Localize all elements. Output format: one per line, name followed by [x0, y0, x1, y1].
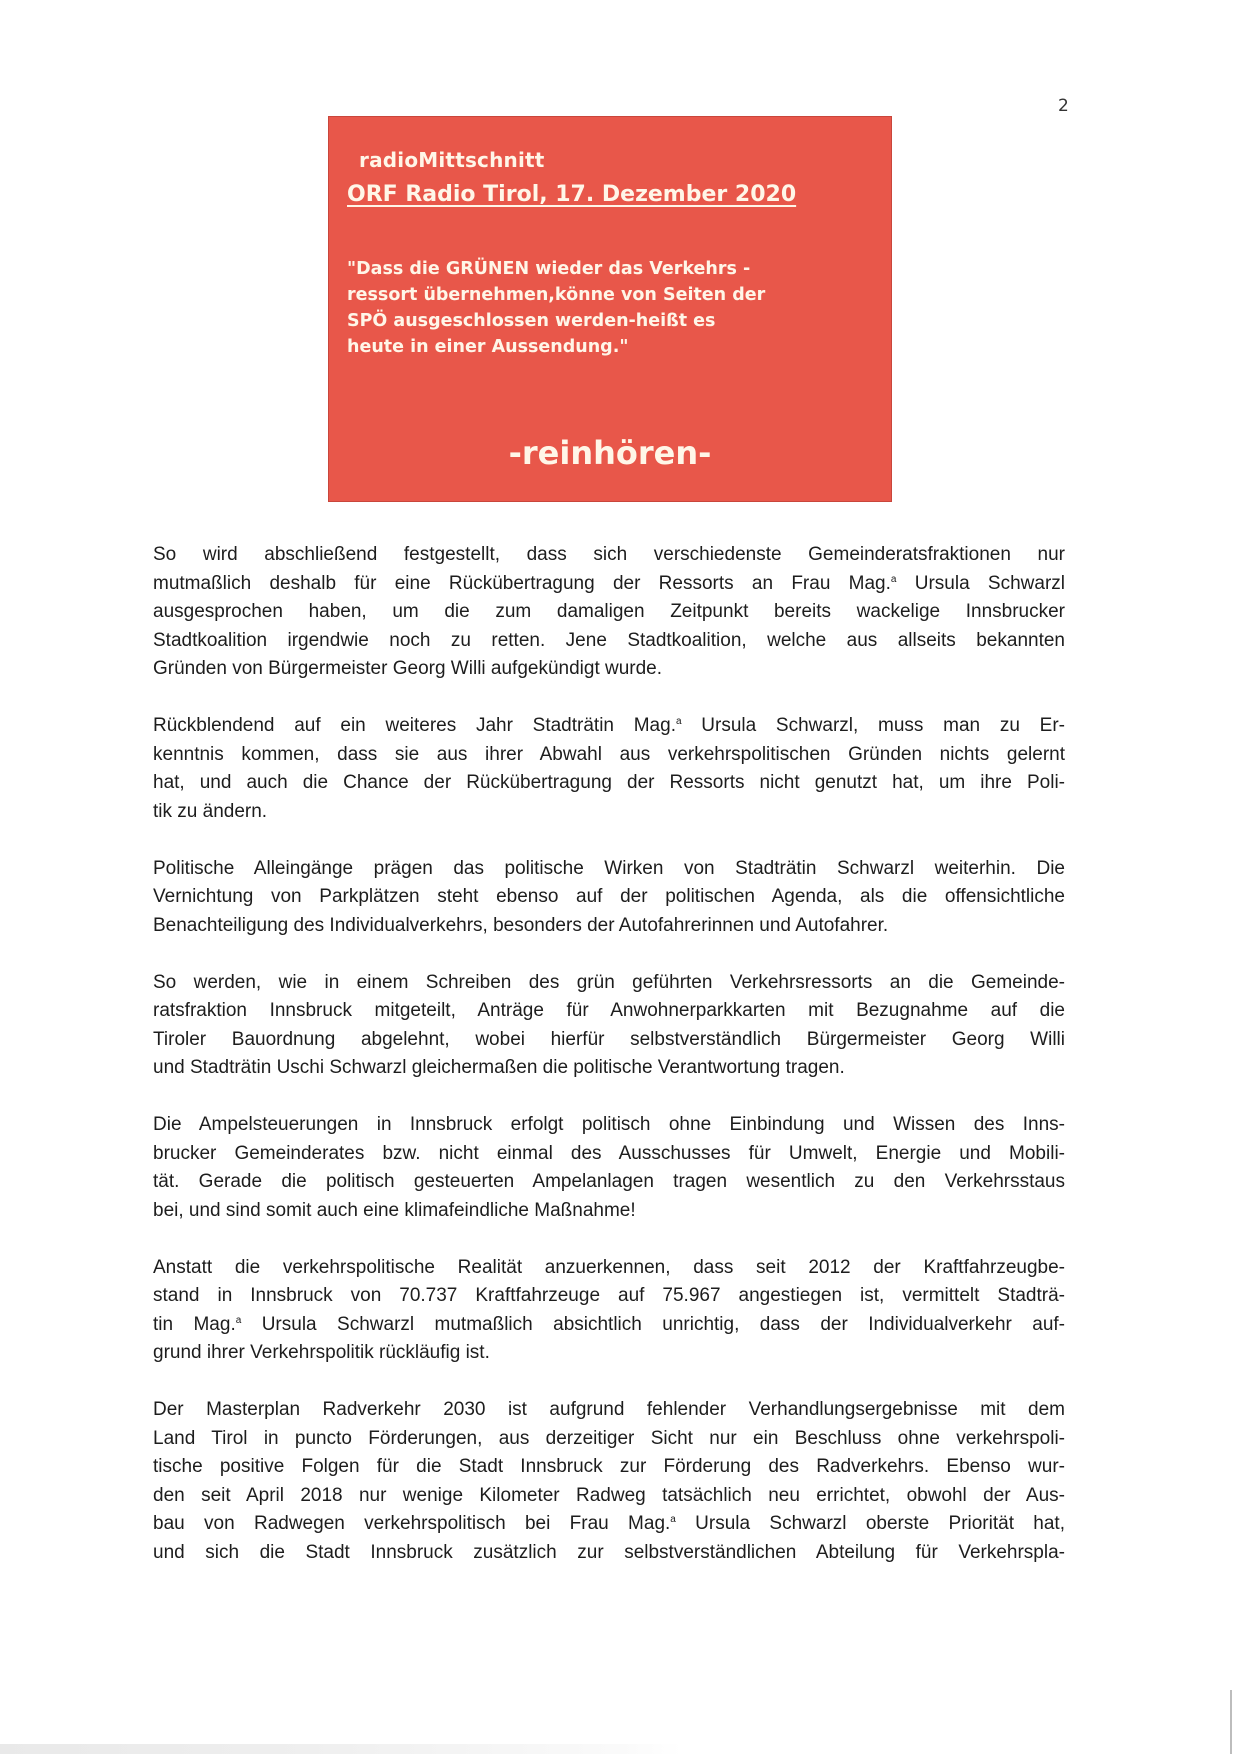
text-line: ausgesprochen haben, um die zum damaligen Zeitpunkt bereits wackelige Innsbrucker	[153, 601, 1065, 622]
text-line: stand in Innsbruck von 70.737 Kraftfahrzeuge auf 75.967 angestiegen ist, vermittelt Stadträ-	[153, 1285, 1065, 1306]
text-line: tik zu ändern.	[153, 800, 268, 822]
ordinal-superscript: a	[235, 1314, 242, 1326]
text-line: bau von Radwegen verkehrspolitisch bei Frau Mag.$^a$ Ursula Schwarzl oberste Priorität hat,	[153, 1513, 1065, 1534]
text-line: So wird abschließend festgestellt, dass sich verschiedenste Gemeinderatsfraktionen nur	[153, 544, 1065, 565]
text-line: Benachteiligung des Individualverkehrs, besonders der Autofahrerinnen und Autofahrer.	[153, 914, 889, 936]
text-line: tät. Gerade die politisch gesteuerten Ampelanlagen tragen wesentlich zu den Verkehrsstaus	[153, 1171, 1065, 1192]
ordinal-superscript: a	[670, 1514, 676, 1525]
ordinal-superscript: a	[890, 573, 897, 585]
paragraph	[153, 541, 1065, 684]
text-line: grund ihrer Verkehrspolitik rückläufig ist.	[153, 1342, 490, 1363]
text-line: brucker Gemeinderates bzw. nicht einmal des Ausschusses für Umwelt, Energie und Mobili-	[153, 1142, 1065, 1164]
text-line: und sich die Stadt Innsbruck zusätzlich zur selbstverständlichen Abteilung für Verkehrspla-	[153, 1541, 1065, 1563]
paragraph	[153, 969, 1065, 1083]
text-line: ratsfraktion Innsbruck mitgeteilt, Anträge für Anwohnerparkkarten mit Bezugnahme auf die	[153, 1000, 1065, 1021]
text-line: tin Mag.$^a$ Ursula Schwarzl mutmaßlich absichtlich unrichtig, dass der Individualverkehr auf-	[153, 1313, 1065, 1335]
document-body	[153, 541, 1065, 1596]
text-line: und Stadträtin Uschi Schwarzl gleichermaßen die politische Verantwortung tragen.	[153, 1057, 845, 1078]
paragraph	[153, 1396, 1065, 1567]
text-line: bei, und sind somit auch eine klimafeindliche Maßnahme!	[153, 1199, 636, 1221]
scan-edge	[1230, 1690, 1232, 1754]
quote-line: "Dass die GRÜNEN wieder das Verkehrs -	[347, 259, 751, 279]
text-line: kenntnis kommen, dass sie aus ihrer Abwahl aus verkehrspolitischen Gründen nichts gelernt	[153, 743, 1065, 765]
text-line: Anstatt die verkehrspolitische Realität anzuerkennen, dass seit 2012 der Kraftfahrzeugbe-	[153, 1256, 1065, 1278]
scan-shadow	[0, 1744, 1240, 1754]
listen-link[interactable]: -reinhören-	[508, 434, 712, 472]
text-line: Rückblendend auf ein weiteres Jahr Stadträtin Mag.$^a$ Ursula Schwarzl, muss man zu Er-	[153, 715, 1065, 736]
text-line: Gründen von Bürgermeister Georg Willi aufgekündigt wurde.	[153, 658, 663, 679]
radio-box-quote	[347, 256, 887, 360]
text-line: tische positive Folgen für die Stadt Innsbruck zur Förderung des Radverkehrs. Ebenso wur-	[153, 1456, 1065, 1477]
quote-line: SPÖ ausgeschlossen werden-heißt es	[347, 311, 716, 331]
radio-box-subtitle: ORF Radio Tirol, 17. Dezember 2020	[347, 182, 797, 207]
quote-line: ressort übernehmen,könne von Seiten der	[347, 285, 766, 305]
paragraph	[153, 712, 1065, 826]
paragraph	[153, 1254, 1065, 1368]
paragraph	[153, 855, 1065, 941]
text-line: Tiroler Bauordnung abgelehnt, wobei hierfür selbstverständlich Bürgermeister Georg Willi	[153, 1028, 1065, 1050]
text-line: Land Tirol in puncto Förderungen, aus derzeitiger Sicht nur ein Beschluss ohne verkehrspoli-	[153, 1427, 1065, 1449]
radio-box-title: radioMittschnitt	[359, 148, 545, 172]
ordinal-superscript: a	[675, 716, 682, 727]
text-line: Vernichtung von Parkplätzen steht ebenso auf der politischen Agenda, als die offensichtliche	[153, 886, 1065, 907]
text-line: Stadtkoalition irgendwie noch zu retten. Jene Stadtkoalition, welche aus allseits bekannten	[153, 629, 1065, 651]
text-line: den seit April 2018 nur wenige Kilometer Radweg tatsächlich neu errichtet, obwohl der Aus-	[153, 1484, 1065, 1506]
text-line: Politische Alleingänge prägen das politische Wirken von Stadträtin Schwarzl weiterhin. Die	[153, 857, 1065, 879]
text-line: Der Masterplan Radverkehr 2030 ist aufgrund fehlender Verhandlungsergebnisse mit dem	[153, 1399, 1065, 1420]
paragraph	[153, 1111, 1065, 1225]
page-number: 2	[1058, 96, 1069, 116]
text-line: Die Ampelsteuerungen in Innsbruck erfolgt politisch ohne Einbindung und Wissen des Inns-	[153, 1114, 1065, 1135]
text-line: hat, und auch die Chance der Rückübertragung der Ressorts nicht genutzt hat, um ihre Poli-	[153, 772, 1065, 793]
text-line: So werden, wie in einem Schreiben des grün geführten Verkehrsressorts an die Gemeinde-	[153, 971, 1065, 993]
text-line: mutmaßlich deshalb für eine Rückübertragung der Ressorts an Frau Mag.$^a$ Ursula Schwarzl	[153, 572, 1065, 594]
quote-line: heute in einer Aussendung."	[347, 337, 629, 357]
radio-excerpt-box	[328, 116, 892, 502]
